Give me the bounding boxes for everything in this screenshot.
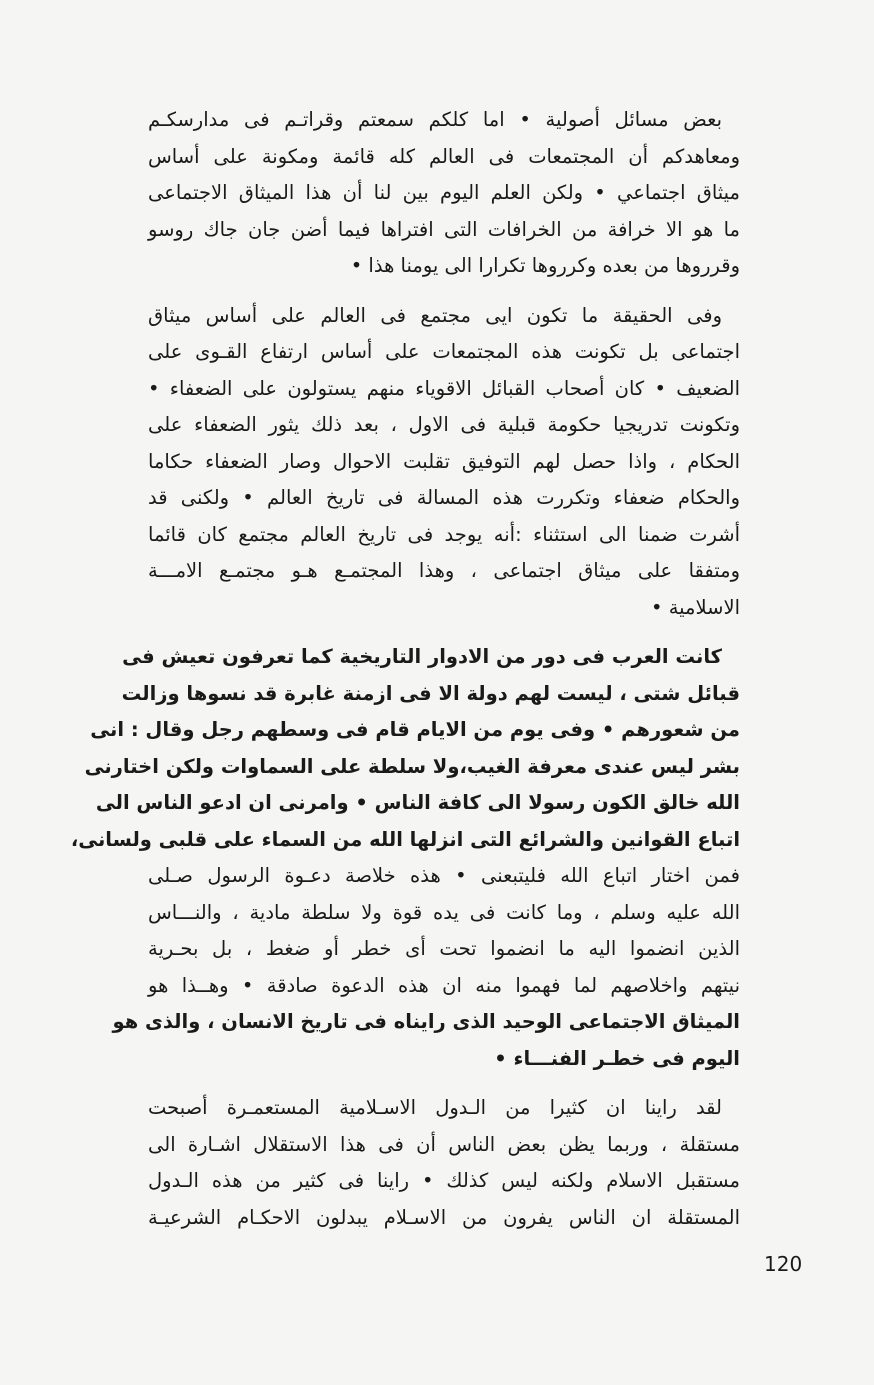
- text-line: اتباع القوانين والشرائع التى انزلها الله من السماء على قلبى ولسانى،: [70, 827, 740, 851]
- text-line: الاسلامية •: [651, 595, 740, 619]
- paragraph-4: [148, 1090, 740, 1236]
- text-line: والحكام ضعفاء وتكررت هذه المسالة فى تاريخ العالم • ولكنى قد: [148, 486, 740, 509]
- text-line: من شعورهم • وفى يوم من الايام قام فى وسطهم رجل وقال : انى: [90, 718, 740, 741]
- text-line: الضعيف • كان أصحاب القبائل الاقوياء منهم يستولون على الضعفاء •: [148, 376, 740, 400]
- paragraph-2: [148, 298, 740, 627]
- text-line: ومعاهدكم أن المجتمعات فى العالم كله قائمة ومكونة على أساس: [148, 144, 740, 168]
- text-line: لقد راينا ان كثيرا من الـدول الاسـلامية المستعمـرة أصبحت: [148, 1096, 722, 1119]
- text-line: مستقلة ، وربما يظن بعض الناس أن فى هذا الاستقلال اشـارة الى: [148, 1132, 740, 1156]
- text-line: وفى الحقيقة ما تكون ايى مجتمع فى العالم على أساس ميثاق: [148, 303, 722, 327]
- page-number: 120: [764, 1252, 803, 1276]
- text-line: الحكام ، واذا حصل لهم التوفيق تقلبت الاحوال وصار الضعفاء حكاما: [148, 449, 740, 473]
- text-line: بعض مسائل أصولية • اما كلكم سمعتم وقراتـم فى مدارسكـم: [148, 108, 722, 131]
- text-line: كانت العرب فى دور من الادوار التاريخية كما تعرفون تعيش فى: [122, 645, 722, 668]
- text-line: الذين انضموا اليه ما انضموا تحت أى خطر أو ضغط ، بل بحـرية: [148, 937, 740, 960]
- paragraph-1: [148, 102, 740, 285]
- text-line: المستقلة ان الناس يفرون من الاسـلام يبدلون الاحكـام الشرعيـة: [148, 1205, 740, 1229]
- text-line: ومتفقا على ميثاق اجتماعى ، وهذا المجتمـع هـو مجتمـع الامـــة: [148, 559, 740, 582]
- text-line: بشر ليس عندى معرفة الغيب،ولا سلطة على السماوات ولكن اختارنى: [84, 754, 740, 778]
- text-line: اليوم فى خطـر الفنـــاء •: [494, 1046, 740, 1070]
- text-line: ميثاق اجتماعي • ولكن العلم اليوم بين لنا أن هذا الميثاق الاجتماعى: [148, 181, 740, 204]
- paragraph-3: [70, 639, 740, 1077]
- text-line: الميثاق الاجتماعى الوحيد الذى رايناه فى تاريخ الانسان ، والذى هو: [112, 1010, 740, 1033]
- text-line: أشرت ضمنا الى استثناء :أنه يوجد فى تاريخ العالم مجتمع كان قائما: [148, 522, 740, 546]
- text-line: اجتماعى بل تكونت هذه المجتمعات على أساس ارتفاع القـوى على: [148, 340, 740, 363]
- text-line: مستقبل الاسلام ولكنه ليس كذلك • راينا فى كثير من هذه الـدول: [148, 1169, 740, 1192]
- text-line: نيتهم واخلاصهم لما فهموا منه ان هذه الدعوة صادقة • وهــذا هو: [148, 973, 740, 997]
- text-line: فمن اختار اتباع الله فليتبعنى • هذه خلاصة دعـوة الرسول صـلى: [148, 864, 740, 887]
- text-line: وقرروها من بعده وكرروها تكرارا الى يومنا هذا •: [350, 254, 740, 277]
- text-line: الله خالق الكون رسولا الى كافة الناس • وامرنى ان ادعو الناس الى: [95, 791, 740, 814]
- text-line: الله عليه وسلم ، وما كانت فى يده قوة ولا سلطة مادية ، والنـــاس: [148, 900, 740, 924]
- text-line: وتكونت تدريجيا حكومة قبلية فى الاول ، بعد ذلك يثور الضعفاء على: [148, 413, 740, 436]
- text-line: قبائل شتى ، ليست لهم دولة الا فى ازمنة غابرة قد نسوها وزالت: [121, 681, 740, 705]
- text-line: ما هو الا خرافة من الخرافات التى افتراها فيما أضن جان جاك روسو: [148, 217, 740, 241]
- page-body-text: [70, 102, 740, 1236]
